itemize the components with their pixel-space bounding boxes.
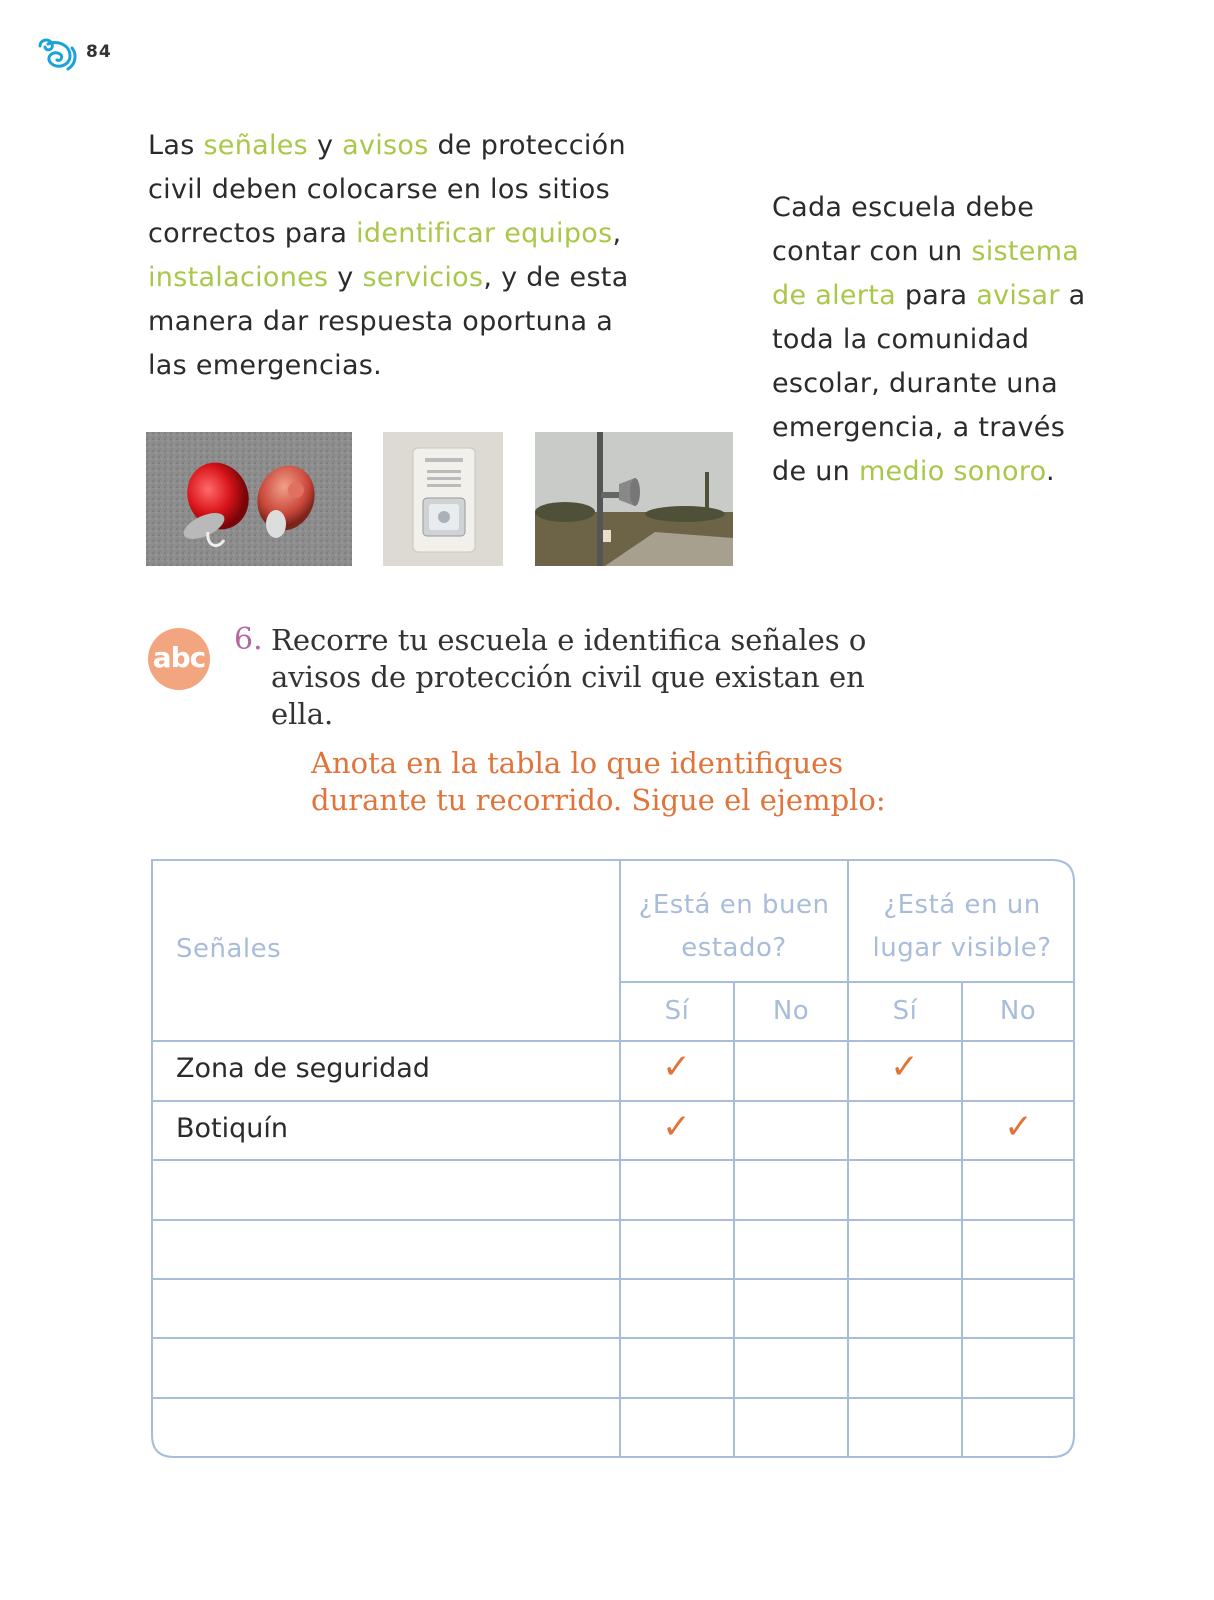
paragraph-text: y [328,262,363,293]
paragraph-text: para [895,280,977,311]
highlighted-term: señales [203,130,309,161]
signal-name-cell: Botiquín [176,1112,288,1144]
paragraph-text: , y de esta manera dar respuesta oportuna a las emergencias. [148,262,629,381]
activity-number: 6. [234,622,263,657]
highlighted-term: avisar [976,280,1060,311]
header-visible-no: No [999,996,1037,1026]
paragraph-text: . [1045,456,1055,487]
check-mark-icon: ✓ [1004,1106,1033,1147]
activity-instruction: Anota en la tabla lo que identifiques durante tu recorrido. Sigue el ejemplo: [311,746,886,817]
check-mark-icon: ✓ [662,1106,691,1147]
header-good-condition: ¿Está en buen estado? [638,890,830,963]
abc-badge-icon: abc [148,628,210,690]
check-mark-icon: ✓ [890,1047,919,1087]
paragraph-text: Las [148,130,204,161]
paragraph-text: y [308,130,343,161]
check-mark-icon: ✓ [662,1047,691,1087]
highlighted-term: avisos [342,130,429,161]
header-visible-place: ¿Está en un lugar visible? [872,890,1052,963]
page-number: 84 [86,42,112,62]
highlighted-term: instalaciones [148,262,329,293]
header-signals: Señales [176,934,282,964]
paragraph-text: , [612,218,622,249]
paragraph-text: de protección civil deben colocarse en los sitios correctos para [148,130,626,249]
activity-text: Recorre tu escuela e identifica señales o avisos de protección civil que existan en ella. [271,623,867,731]
highlighted-term: medio sonoro [858,456,1046,487]
header-visible-yes: Sí [892,996,918,1026]
signal-name-cell: Zona de seguridad [176,1053,430,1084]
highlighted-term: servicios [362,262,484,293]
paragraph-text: Cada escuela debe contar con un [772,192,1035,267]
highlighted-term: sistema de alerta [772,236,1080,311]
header-state-yes: Sí [664,996,690,1026]
highlighted-term: identificar equipos [356,218,613,249]
paragraph-text: a toda la comunidad escolar, durante una emergencia, a través de un [772,280,1086,487]
header-state-no: No [772,996,810,1026]
